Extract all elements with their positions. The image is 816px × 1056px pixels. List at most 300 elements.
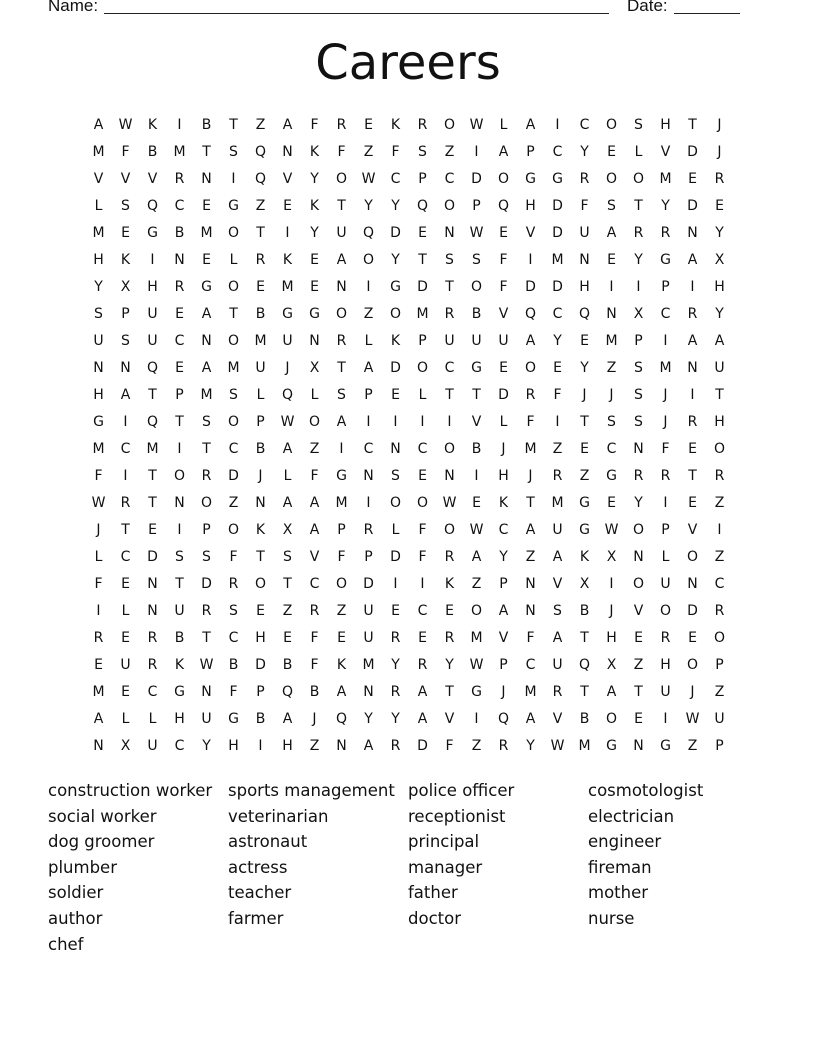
grid-letter: T [202,440,211,457]
grid-letter: S [229,602,238,619]
grid-letter: M [659,359,672,376]
grid-letter: P [661,521,670,538]
grid-letter: X [309,359,320,376]
grid-letter: O [524,359,537,376]
grid-letter: M [416,305,429,322]
grid-letter: M [362,656,375,673]
grid-letter: Q [524,305,537,322]
grid-letter: R [336,332,347,349]
grid-letter: O [605,170,618,187]
grid-letter: G [147,224,158,241]
grid-letter: N [120,359,131,376]
grid-letter: G [93,413,104,430]
grid-letter: N [633,440,644,457]
grid-letter: T [148,494,157,511]
grid-letter: T [445,386,454,403]
grid-letter: P [472,197,481,214]
grid-letter: Z [336,602,347,619]
grid-letter: V [147,170,158,187]
grid-letter: K [174,656,185,673]
grid-letter: P [526,143,535,160]
grid-letter: R [147,629,158,646]
grid-letter: R [633,224,644,241]
grid-letter: R [444,548,455,565]
grid-letter: M [92,224,105,241]
grid-letter: J [285,359,290,376]
grid-letter: A [120,386,131,403]
grid-letter: O [443,521,456,538]
grid-letter: O [227,521,240,538]
grid-letter: M [524,440,537,457]
grid-letter: A [93,116,104,133]
grid-letter: V [633,602,644,619]
grid-letter: I [393,413,398,430]
grid-letter: I [420,413,425,430]
grid-letter: V [660,143,671,160]
grid-letter: Q [281,386,294,403]
grid-letter: F [580,197,589,214]
grid-letter: E [175,359,184,376]
grid-letter: Z [444,143,455,160]
grid-letter: R [552,683,563,700]
grid-letter: U [282,332,293,349]
grid-letter: D [390,548,401,565]
grid-letter: E [634,629,643,646]
grid-letter: E [715,197,724,214]
grid-letter: N [525,602,536,619]
grid-letter: X [606,548,617,565]
grid-letter: O [443,116,456,133]
grid-letter: K [390,332,401,349]
grid-letter: L [310,386,319,403]
grid-letter: O [227,413,240,430]
grid-letter: E [364,116,373,133]
grid-letter: A [525,521,536,538]
grid-letter: F [445,737,454,754]
grid-letter: H [147,278,158,295]
grid-letter: C [120,440,131,457]
grid-letter: B [255,305,266,322]
grid-letter: V [471,413,482,430]
word-column [588,778,768,932]
grid-letter: O [470,602,483,619]
grid-letter: H [174,710,185,727]
grid-letter: R [552,467,563,484]
grid-letter: O [443,197,456,214]
grid-letter: L [148,710,157,727]
grid-letter: O [659,602,672,619]
grid-letter: M [200,224,213,241]
grid-letter: Q [254,143,267,160]
word-list-item: farmer [228,908,284,928]
grid-letter: N [444,467,455,484]
grid-letter: A [714,332,725,349]
grid-letter: U [93,332,104,349]
grid-letter: H [282,737,293,754]
grid-letter: X [120,737,131,754]
grid-letter: P [418,170,427,187]
grid-letter: T [256,224,265,241]
grid-letter: W [118,116,133,133]
grid-letter: N [201,170,212,187]
grid-letter: N [174,494,185,511]
grid-letter: A [282,440,293,457]
grid-letter: G [201,278,212,295]
grid-letter: A [417,710,428,727]
grid-letter: C [363,440,374,457]
grid-letter: D [417,737,428,754]
grid-letter: D [390,359,401,376]
grid-letter: B [282,656,293,673]
grid-letter: I [177,521,182,538]
grid-letter: F [229,548,238,565]
grid-letter: A [606,683,617,700]
grid-letter: K [444,575,455,592]
grid-letter: U [714,359,725,376]
grid-letter: W [469,521,484,538]
grid-letter: J [582,386,587,403]
grid-letter: E [391,386,400,403]
header-line [48,0,748,20]
grid-letter: W [469,656,484,673]
grid-letter: I [690,278,695,295]
grid-letter: P [202,521,211,538]
grid-letter: V [93,170,104,187]
grid-letter: N [606,305,617,322]
grid-letter: I [366,278,371,295]
grid-letter: G [309,305,320,322]
grid-letter: G [552,170,563,187]
grid-letter: A [336,413,347,430]
grid-letter: U [660,683,671,700]
letter-grid [85,111,733,759]
grid-letter: O [227,278,240,295]
grid-letter: R [714,467,725,484]
grid-letter: W [280,413,295,430]
grid-letter: I [258,737,263,754]
grid-letter: B [471,440,482,457]
grid-letter: M [335,494,348,511]
grid-letter: F [418,521,427,538]
grid-letter: U [147,305,158,322]
grid-letter: B [471,305,482,322]
grid-letter: N [309,332,320,349]
grid-letter: Z [282,602,293,619]
grid-letter: C [498,521,509,538]
grid-letter: B [147,143,158,160]
grid-letter: A [525,332,536,349]
grid-letter: P [499,575,508,592]
grid-letter: J [663,386,668,403]
grid-letter: V [282,170,293,187]
grid-letter: I [717,521,722,538]
grid-letter: T [202,629,211,646]
grid-letter: G [660,251,671,268]
grid-letter: L [499,116,508,133]
grid-letter: O [416,494,429,511]
grid-letter: F [499,278,508,295]
grid-letter: Y [634,251,643,268]
grid-letter: Y [580,359,589,376]
word-column [48,778,228,957]
grid-letter: N [201,683,212,700]
grid-letter: I [366,413,371,430]
grid-letter: E [202,197,211,214]
grid-letter: S [634,413,643,430]
grid-letter: G [525,170,536,187]
grid-letter: X [579,575,590,592]
grid-letter: Y [364,197,373,214]
grid-letter: J [258,467,263,484]
grid-letter: A [606,224,617,241]
grid-letter: I [447,413,452,430]
grid-letter: G [471,683,482,700]
word-list-item: doctor [408,908,461,928]
grid-letter: Y [553,332,562,349]
grid-letter: C [174,737,185,754]
grid-letter: V [120,170,131,187]
grid-letter: R [390,683,401,700]
grid-letter: T [337,197,346,214]
grid-letter: S [202,413,211,430]
word-list-item: soldier [48,883,104,903]
word-list-item: astronaut [228,832,308,852]
grid-letter: B [228,656,239,673]
grid-letter: C [390,170,401,187]
grid-letter: I [609,278,614,295]
grid-letter: F [310,656,319,673]
grid-letter: R [714,602,725,619]
grid-letter: T [688,467,697,484]
grid-letter: M [605,332,618,349]
grid-letter: K [147,116,158,133]
grid-letter: A [363,737,374,754]
grid-letter: A [282,494,293,511]
grid-letter: A [498,143,509,160]
grid-letter: I [123,467,128,484]
grid-letter: O [632,575,645,592]
grid-letter: R [390,629,401,646]
grid-letter: W [442,494,457,511]
grid-letter: P [364,548,373,565]
word-list-item: social worker [48,806,157,826]
grid-letter: R [147,656,158,673]
grid-letter: Z [633,656,644,673]
grid-letter: R [660,224,671,241]
grid-letter: J [312,710,317,727]
grid-letter: D [687,602,698,619]
word-list-item: electrician [588,806,675,826]
word-list-item: dog groomer [48,832,155,852]
grid-letter: U [147,737,158,754]
grid-letter: D [687,143,698,160]
grid-letter: C [174,197,185,214]
grid-letter: N [147,602,158,619]
grid-letter: M [92,683,105,700]
grid-letter: K [309,143,320,160]
grid-letter: J [501,440,506,457]
grid-letter: H [714,278,725,295]
word-list-item: veterinarian [228,806,329,826]
grid-letter: V [498,629,509,646]
grid-letter: R [201,602,212,619]
grid-letter: S [337,386,346,403]
grid-letter: E [418,629,427,646]
grid-letter: R [579,170,590,187]
grid-letter: Z [255,197,266,214]
grid-letter: S [229,143,238,160]
grid-letter: O [497,170,510,187]
grid-letter: N [336,737,347,754]
grid-letter: N [93,359,104,376]
grid-letter: T [580,629,589,646]
grid-letter: I [474,143,479,160]
grid-letter: T [445,683,454,700]
grid-letter: Y [364,710,373,727]
word-list-item: teacher [228,883,292,903]
grid-letter: H [498,467,509,484]
grid-letter: D [363,575,374,592]
grid-letter: N [525,575,536,592]
grid-letter: Y [661,197,670,214]
grid-letter: O [200,494,213,511]
grid-letter: W [91,494,106,511]
grid-letter: A [498,602,509,619]
grid-letter: A [282,116,293,133]
grid-letter: Z [255,116,266,133]
grid-letter: P [337,521,346,538]
grid-letter: J [609,602,614,619]
grid-letter: W [604,521,619,538]
grid-letter: M [227,359,240,376]
grid-letter: T [175,413,184,430]
grid-letter: A [309,494,320,511]
grid-letter: A [525,710,536,727]
grid-letter: O [686,656,699,673]
grid-letter: N [336,278,347,295]
grid-letter: U [147,332,158,349]
grid-letter: R [633,467,644,484]
grid-letter: N [201,332,212,349]
grid-letter: C [417,440,428,457]
grid-letter: F [553,386,562,403]
grid-letter: A [552,548,563,565]
grid-letter: G [336,467,347,484]
grid-letter: O [335,170,348,187]
grid-letter: W [550,737,565,754]
grid-letter: M [659,170,672,187]
grid-letter: X [606,656,617,673]
grid-letter: H [93,251,104,268]
grid-letter: I [609,575,614,592]
word-list-item: actress [228,857,288,877]
grid-letter: O [470,278,483,295]
word-list-item: police officer [408,781,515,800]
grid-letter: V [525,224,536,241]
grid-letter: G [606,467,617,484]
grid-letter: E [283,629,292,646]
grid-letter: K [498,494,509,511]
grid-letter: E [121,224,130,241]
grid-letter: T [634,683,643,700]
grid-letter: H [93,386,104,403]
grid-letter: L [256,386,265,403]
grid-letter: A [417,683,428,700]
grid-letter: D [552,197,563,214]
grid-letter: E [418,467,427,484]
grid-letter: V [444,710,455,727]
grid-letter: C [120,548,131,565]
grid-letter: S [202,548,211,565]
grid-letter: P [364,386,373,403]
grid-letter: F [310,467,319,484]
grid-letter: O [362,251,375,268]
grid-letter: I [150,251,155,268]
grid-letter: S [634,116,643,133]
grid-letter: D [552,278,563,295]
grid-letter: V [687,521,698,538]
grid-letter: A [336,251,347,268]
grid-letter: C [660,305,671,322]
grid-letter: G [660,737,671,754]
grid-letter: S [121,197,130,214]
grid-letter: C [714,575,725,592]
grid-letter: I [555,116,560,133]
grid-letter: J [663,413,668,430]
grid-letter: P [175,386,184,403]
grid-letter: P [256,683,265,700]
grid-letter: S [607,413,616,430]
word-list-item: cosmotologist [588,781,704,800]
grid-letter: N [390,440,401,457]
grid-letter: S [472,251,481,268]
grid-letter: O [443,440,456,457]
grid-letter: S [391,467,400,484]
grid-letter: W [361,170,376,187]
date-label: Date: [627,0,668,15]
grid-letter: A [282,710,293,727]
grid-letter: A [471,548,482,565]
grid-letter: F [526,629,535,646]
grid-letter: U [336,224,347,241]
grid-letter: F [94,467,103,484]
grid-letter: U [471,332,482,349]
grid-letter: G [228,710,239,727]
date-blank-line [674,13,740,14]
grid-letter: P [715,737,724,754]
grid-letter: Z [363,305,374,322]
word-list-item: chef [48,934,84,954]
grid-letter: M [470,629,483,646]
grid-letter: C [552,143,563,160]
grid-letter: O [308,413,321,430]
grid-letter: G [174,683,185,700]
grid-letter: Y [391,197,400,214]
grid-letter: P [499,656,508,673]
grid-letter: Z [309,440,320,457]
grid-letter: L [391,521,400,538]
grid-letter: U [552,656,563,673]
grid-letter: Z [687,737,698,754]
grid-letter: R [93,629,104,646]
grid-letter: K [579,548,590,565]
grid-letter: E [256,278,265,295]
grid-letter: X [633,305,644,322]
grid-letter: T [148,467,157,484]
grid-letter: D [417,278,428,295]
grid-letter: T [337,359,346,376]
grid-letter: R [417,116,428,133]
